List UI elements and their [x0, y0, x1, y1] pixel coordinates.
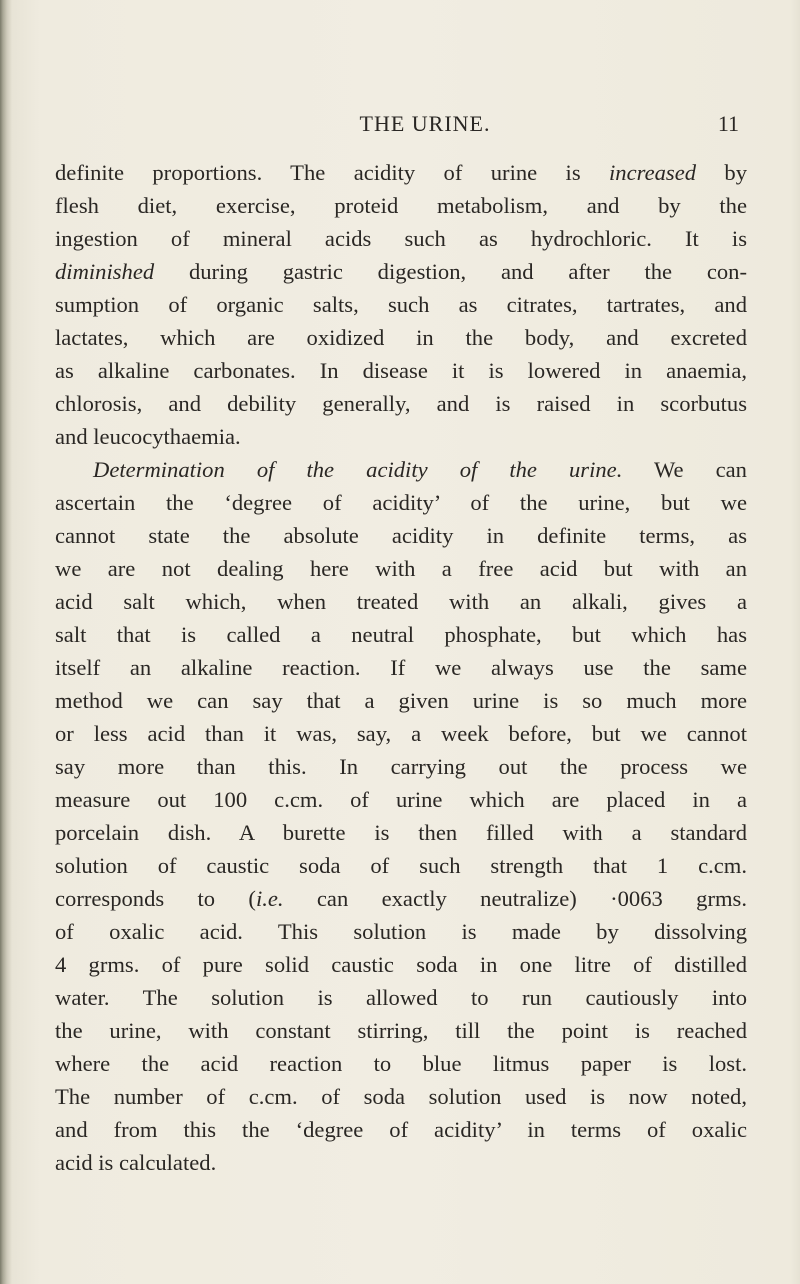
section-heading: Determination of the acidity of the urine. — [93, 457, 623, 482]
text-line: ingestion of mineral acids such as hydrochloric. It is — [55, 226, 747, 251]
text-line: sumption of organic salts, such as citrates, tartrates, and — [55, 292, 747, 317]
text-line: and from this the ‘degree of acidity’ in terms of oxalic — [55, 1117, 747, 1142]
text-line: porcelain dish. A burette is then filled with a standard — [55, 820, 747, 845]
text-line: lactates, which are oxidized in the body, and excreted — [55, 325, 747, 350]
text-line: or less acid than it was, say, a week before, but we cannot — [55, 721, 747, 746]
text-line: method we can say that a given urine is so much more — [55, 688, 747, 713]
text-line: acid salt which, when treated with an alkali, gives a — [55, 589, 747, 614]
text-line: The number of c.cm. of soda solution used is now noted, — [55, 1084, 747, 1109]
text-line: ascertain the ‘degree of acidity’ of the urine, but we — [55, 490, 747, 515]
text-line: where the acid reaction to blue litmus paper is lost. — [55, 1051, 747, 1076]
text-line: 4 grms. of pure solid caustic soda in one litre of distilled — [55, 952, 747, 977]
text-line: corresponds to (i.e. can exactly neutralize) ·0063 grms. — [55, 886, 747, 911]
text-line: and leucocythaemia. — [55, 424, 241, 449]
section-heading-line: Determination of the acidity of the urine. We can — [93, 457, 747, 482]
body-text — [55, 156, 747, 1179]
text-line: cannot state the absolute acidity in definite terms, as — [55, 523, 747, 548]
text-line: itself an alkaline reaction. If we always use the same — [55, 655, 747, 680]
page-binding-edge — [0, 0, 12, 1284]
text-line: the urine, with constant stirring, till the point is reached — [55, 1018, 747, 1043]
text-line: say more than this. In carrying out the process we — [55, 754, 747, 779]
text-line: as alkaline carbonates. In disease it is lowered in anaemia, — [55, 358, 747, 383]
page-header — [55, 111, 747, 141]
text-line: diminished during gastric digestion, and after the con- — [55, 259, 747, 284]
text-line: measure out 100 c.cm. of urine which are placed in a — [55, 787, 747, 812]
text-line: of oxalic acid. This solution is made by dissolving — [55, 919, 747, 944]
text-line: we are not dealing here with a free acid but with an — [55, 556, 747, 581]
text-line: water. The solution is allowed to run cautiously into — [55, 985, 747, 1010]
text-line: flesh diet, exercise, proteid metabolism, and by the — [55, 193, 747, 218]
text-line: salt that is called a neutral phosphate, but which has — [55, 622, 747, 647]
text-line: acid is calculated. — [55, 1150, 217, 1175]
page-number: 11 — [717, 111, 739, 136]
text-line: definite proportions. The acidity of urine is increased by — [55, 160, 747, 185]
text-line: solution of caustic soda of such strength that 1 c.cm. — [55, 853, 747, 878]
running-title: THE URINE. — [359, 111, 491, 136]
text-line: chlorosis, and debility generally, and is raised in scorbutus — [55, 391, 747, 416]
